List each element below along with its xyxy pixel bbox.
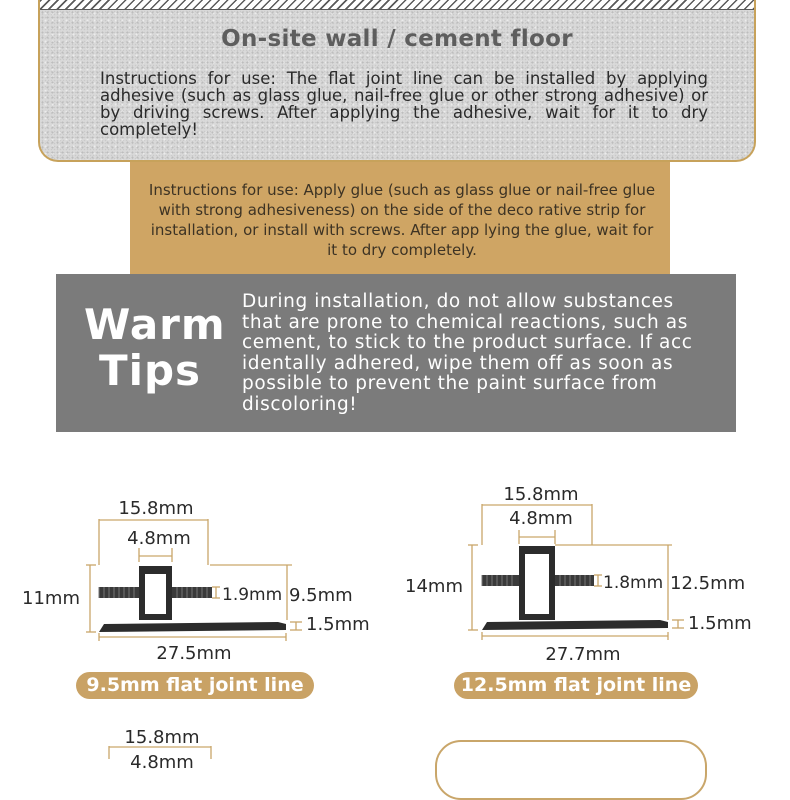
next-section-frame xyxy=(435,740,707,800)
profile-diagram-12-5mm xyxy=(405,484,752,665)
product-label-9-5mm: 9.5mm flat joint line xyxy=(76,672,314,699)
warm-tips-title-line2: Tips xyxy=(98,346,202,395)
profile-diagram-9-5mm xyxy=(22,498,370,664)
profile-diagrams xyxy=(0,440,790,773)
dim-base-width-1: 27.5mm xyxy=(156,643,232,664)
hatch-border xyxy=(40,0,754,10)
dim-base-thickness-2: 1.5mm xyxy=(688,613,752,634)
dim-inner-width-3: 4.8mm xyxy=(130,752,194,773)
warm-tips-panel xyxy=(56,274,736,432)
dim-rib-2: 1.8mm xyxy=(603,573,664,593)
dim-inner-width-2: 4.8mm xyxy=(509,508,573,529)
profile-diagram-3 xyxy=(109,727,211,773)
gold-panel-instructions: Instructions for use: Apply glue (such as glass glue or nail-free glue with strong adhesiveness) on the side of the deco rative strip for installation, or install with screws. After app lying the glue, wait for it to dry completely. xyxy=(148,181,656,259)
dim-base-width-2: 27.7mm xyxy=(545,644,621,665)
dim-inner-width-1: 4.8mm xyxy=(127,528,191,549)
dim-top-width-3: 15.8mm xyxy=(124,727,200,748)
dim-total-height-2: 14mm xyxy=(405,576,463,597)
dim-top-width-1: 15.8mm xyxy=(118,498,194,519)
warm-tips-text: During installation, do not allow substances that are prone to chemical reactions, such as cement, to stick to the product surface. If acc identally adhered, wipe them off as soon as possible to prevent the paint surface from discoloring! xyxy=(242,291,693,415)
dim-rib-1: 1.9mm xyxy=(222,585,283,605)
gold-instruction-panel xyxy=(130,162,670,274)
concrete-panel-title: On-site wall / cement floor xyxy=(221,26,573,52)
dim-base-height-1: 9.5mm xyxy=(289,585,353,606)
warm-tips-title-line1: Warm xyxy=(84,300,226,349)
dim-total-height-1: 11mm xyxy=(22,588,80,609)
dim-top-width-2: 15.8mm xyxy=(503,484,579,505)
concrete-panel xyxy=(38,0,756,162)
dim-base-thickness-1: 1.5mm xyxy=(306,614,370,635)
product-label-12-5mm: 12.5mm flat joint line xyxy=(454,672,698,699)
dim-base-height-2: 12.5mm xyxy=(670,573,746,594)
warm-tips-title xyxy=(84,300,226,395)
concrete-panel-instructions: Instructions for use: The flat joint line can be installed by applying adhesive (such as glass glue, nail-free glue or other strong adhesive) or by driving screws. After applying the adhesive, wait for it to dry completely! xyxy=(100,69,708,139)
